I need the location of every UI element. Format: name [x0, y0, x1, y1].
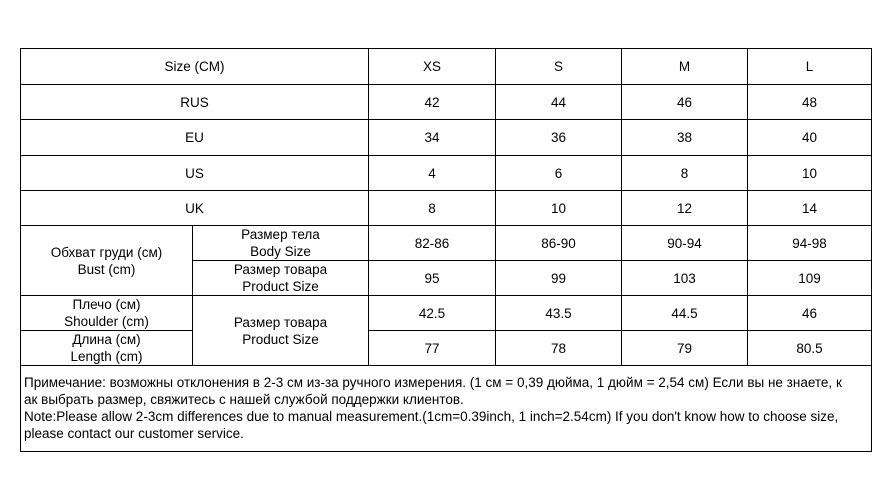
- eu-s: 36: [496, 120, 622, 156]
- us-xs: 4: [369, 156, 496, 191]
- us-s: 6: [496, 156, 622, 191]
- header-size-s: S: [496, 49, 622, 85]
- eu-label: EU: [21, 120, 369, 156]
- eu-m: 38: [622, 120, 748, 156]
- uk-label: UK: [21, 191, 369, 226]
- header-size-xs: XS: [369, 49, 496, 85]
- length-label: [21, 331, 193, 366]
- note-en-line1: Note:Please allow 2-3cm differences due to manual measurement.(1cm=0.39inch, 1 inch=2.54cm) If you don't know how to choose size,: [24, 409, 839, 424]
- shoulder-label-en: Shoulder (cm): [64, 314, 149, 329]
- shoulder-row: [21, 296, 872, 331]
- us-m: 8: [622, 156, 748, 191]
- rus-label: RUS: [21, 85, 369, 120]
- length-label-en: Length (cm): [70, 349, 143, 364]
- us-row: [21, 156, 872, 191]
- shoulder-label-ru: Плечо (см): [72, 297, 141, 312]
- us-l: 10: [748, 156, 872, 191]
- rus-m: 46: [622, 85, 748, 120]
- length-s: 78: [496, 331, 622, 366]
- bust-body-s: 86-90: [496, 226, 622, 261]
- product-size-label-ru: Размер товара: [233, 314, 328, 330]
- note-en-line2: please contact our customer service.: [24, 426, 244, 441]
- bust-label-ru: Обхват груди (см): [50, 244, 163, 260]
- bust-product-m: 103: [622, 261, 748, 296]
- product-size-label: [193, 296, 369, 366]
- bust-product-l: 109: [748, 261, 872, 296]
- note-ru-line2: ак выбрать размер, свяжитесь с нашей службой поддержки клиентов.: [24, 392, 464, 407]
- bust-product-size-label: [193, 261, 369, 296]
- header-row: [21, 49, 872, 85]
- header-size-label: Size (CM): [21, 49, 369, 85]
- us-label: US: [21, 156, 369, 191]
- eu-l: 40: [748, 120, 872, 156]
- bust-product-s: 99: [496, 261, 622, 296]
- rus-l: 48: [748, 85, 872, 120]
- shoulder-label: [21, 296, 193, 331]
- header-size-l: L: [748, 49, 872, 85]
- bust-product-xs: 95: [369, 261, 496, 296]
- rus-s: 44: [496, 85, 622, 120]
- length-label-ru: Длина (см): [72, 332, 141, 347]
- uk-row: [21, 191, 872, 226]
- note-row: [21, 366, 872, 452]
- length-l: 80.5: [748, 331, 872, 366]
- note-cell: [21, 366, 872, 452]
- bust-label: [21, 226, 193, 296]
- size-chart-table: [20, 48, 872, 452]
- body-size-label-ru: Размер тела: [241, 227, 320, 242]
- eu-row: [21, 120, 872, 156]
- shoulder-s: 43.5: [496, 296, 622, 331]
- body-size-label-en: Body Size: [250, 244, 311, 259]
- length-m: 79: [622, 331, 748, 366]
- shoulder-l: 46: [748, 296, 872, 331]
- rus-row: [21, 85, 872, 120]
- note-ru-line1: Примечание: возможны отклонения в 2-3 см из-за ручного измерения. (1 см = 0,39 дюйма, 1 дюйм = 2,54 см) Если вы не знаете, к: [24, 375, 842, 390]
- bust-label-en: Bust (cm): [77, 261, 136, 277]
- uk-m: 12: [622, 191, 748, 226]
- bust-body-xs: 82-86: [369, 226, 496, 261]
- bust-product-size-label-ru: Размер товара: [233, 262, 328, 277]
- bust-body-l: 94-98: [748, 226, 872, 261]
- uk-s: 10: [496, 191, 622, 226]
- eu-xs: 34: [369, 120, 496, 156]
- bust-body-m: 90-94: [622, 226, 748, 261]
- length-xs: 77: [369, 331, 496, 366]
- product-size-label-en: Product Size: [242, 331, 319, 347]
- bust-product-size-label-en: Product Size: [242, 279, 319, 294]
- uk-l: 14: [748, 191, 872, 226]
- uk-xs: 8: [369, 191, 496, 226]
- shoulder-m: 44.5: [622, 296, 748, 331]
- bust-body-row: [21, 226, 872, 261]
- shoulder-xs: 42.5: [369, 296, 496, 331]
- rus-xs: 42: [369, 85, 496, 120]
- length-row: [21, 331, 872, 366]
- header-size-m: M: [622, 49, 748, 85]
- body-size-label: [193, 226, 369, 261]
